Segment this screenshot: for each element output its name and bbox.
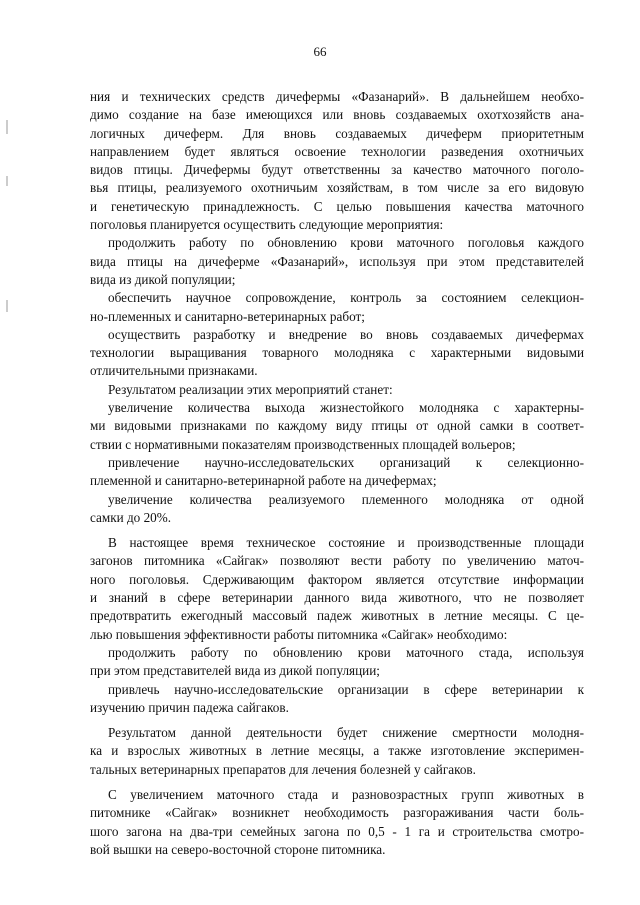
text-line: но-племенных и санитарно-ветеринарных работ; bbox=[90, 308, 365, 324]
text-line: логичных дичеферм. Для вновь создаваемых дичеферм приоритетным bbox=[90, 125, 584, 141]
paragraph-gap bbox=[90, 527, 584, 534]
paragraph-gap bbox=[90, 717, 584, 724]
text-line: Результатом реализации этих мероприятий станет: bbox=[108, 381, 393, 397]
text-line: вья птицы, реализуемого охотничьим хозяйствам, в том числе за его видовую bbox=[90, 180, 584, 196]
text-line: шого загона на два-три семейных загона по 0,5 - 1 га и строительства смотро- bbox=[90, 823, 584, 839]
text-line: отличительными признаками. bbox=[90, 363, 258, 379]
text-line: привлечь научно-исследовательские организации в сфере ветеринарии к bbox=[108, 681, 584, 697]
text-line: самки до 20%. bbox=[90, 509, 172, 525]
text-line: увеличение количества выхода жизнестойкого молодняка с характерны- bbox=[108, 400, 584, 416]
text-line: направлением будет являться освоение технологии разведения охотничьих bbox=[90, 143, 584, 159]
text-line: загонов питомника «Сайгак» позволяют вести работу по увеличению маточ- bbox=[90, 553, 584, 569]
text-line: поголовья планируется осуществить следующие мероприятия: bbox=[90, 217, 444, 233]
text-line: при этом представителей вида из дикой популяции; bbox=[90, 663, 380, 679]
text-line: продолжить работу по обновлению крови маточного поголовья каждого bbox=[108, 235, 584, 251]
paragraph-gap bbox=[90, 779, 584, 786]
text-line: ного поголовья. Сдерживающим фактором является отсутствие информации bbox=[90, 571, 584, 587]
text-line: В настоящее время техническое состояние и производственные площади bbox=[108, 535, 584, 551]
text-line: продолжить работу по обновлению крови маточного стада, используя bbox=[108, 644, 584, 660]
text-line: Результатом данной деятельности будет снижение смертности молодня- bbox=[108, 725, 584, 741]
text-line: увеличение количества реализуемого племенного молодняка от одной bbox=[108, 491, 584, 507]
text-line: вой вышки на северо-восточной стороне питомника. bbox=[90, 841, 386, 857]
text-line: питомнике «Сайгак» возникнет необходимость разгораживания части боль- bbox=[90, 805, 584, 821]
scan-margin-marks bbox=[6, 0, 12, 905]
text-line: тальных ветеринарных препаратов для лечения болезней у сайгаков. bbox=[90, 761, 476, 777]
text-line: димо создание на базе имеющихся или вновь создаваемых охотхозяйств ана- bbox=[90, 107, 584, 123]
text-line: и генетическую принадлежность. С целью повышения качества маточного bbox=[90, 198, 584, 214]
text-line: видов птицы. Дичефермы будут ответственны за качество маточного поголо- bbox=[90, 162, 584, 178]
text-line: ми видовыми признаками по каждому виду птицы от одной самки в соответ- bbox=[90, 418, 584, 434]
text-line: вида из дикой популяции; bbox=[90, 271, 236, 287]
text-line: ка и взрослых животных в летние месяцы, а также изготовление эксперимен- bbox=[90, 743, 584, 759]
text-line: племенной и санитарно-ветеринарной работе на дичефермах; bbox=[90, 473, 437, 489]
text-line: осуществить разработку и внедрение во вновь создаваемых дичефермах bbox=[108, 326, 584, 342]
page-number: 66 bbox=[313, 44, 327, 59]
text-line: технологии выращивания товарного молодняка с характерными видовыми bbox=[90, 345, 584, 361]
text-line: обеспечить научное сопровождение, контроль за состоянием селекцион- bbox=[108, 290, 584, 306]
document-body bbox=[90, 88, 584, 859]
text-line: лью повышения эффективности работы питомника «Сайгак» необходимо: bbox=[90, 626, 508, 642]
text-line: С увеличением маточного стада и разновозрастных групп животных в bbox=[108, 786, 584, 802]
text-line: предотвратить ежегодный массовый падеж животных в летние месяцы. С це- bbox=[90, 608, 584, 624]
text-line: привлечение научно-исследовательских организаций к селекционно- bbox=[108, 454, 584, 470]
text-line: вида птицы на дичеферме «Фазанарий», используя при этом представителей bbox=[90, 253, 584, 269]
text-line: ствии с нормативными показателям производственных площадей вольеров; bbox=[90, 436, 516, 452]
text-line: изучению причин падежа сайгаков. bbox=[90, 699, 289, 715]
text-line: ния и технических средств дичефермы «Фазанарий». В дальнейшем необхо- bbox=[90, 89, 584, 104]
text-line: и знаний в сфере ветеринарии данного вида животного, что не позволяет bbox=[90, 590, 584, 606]
